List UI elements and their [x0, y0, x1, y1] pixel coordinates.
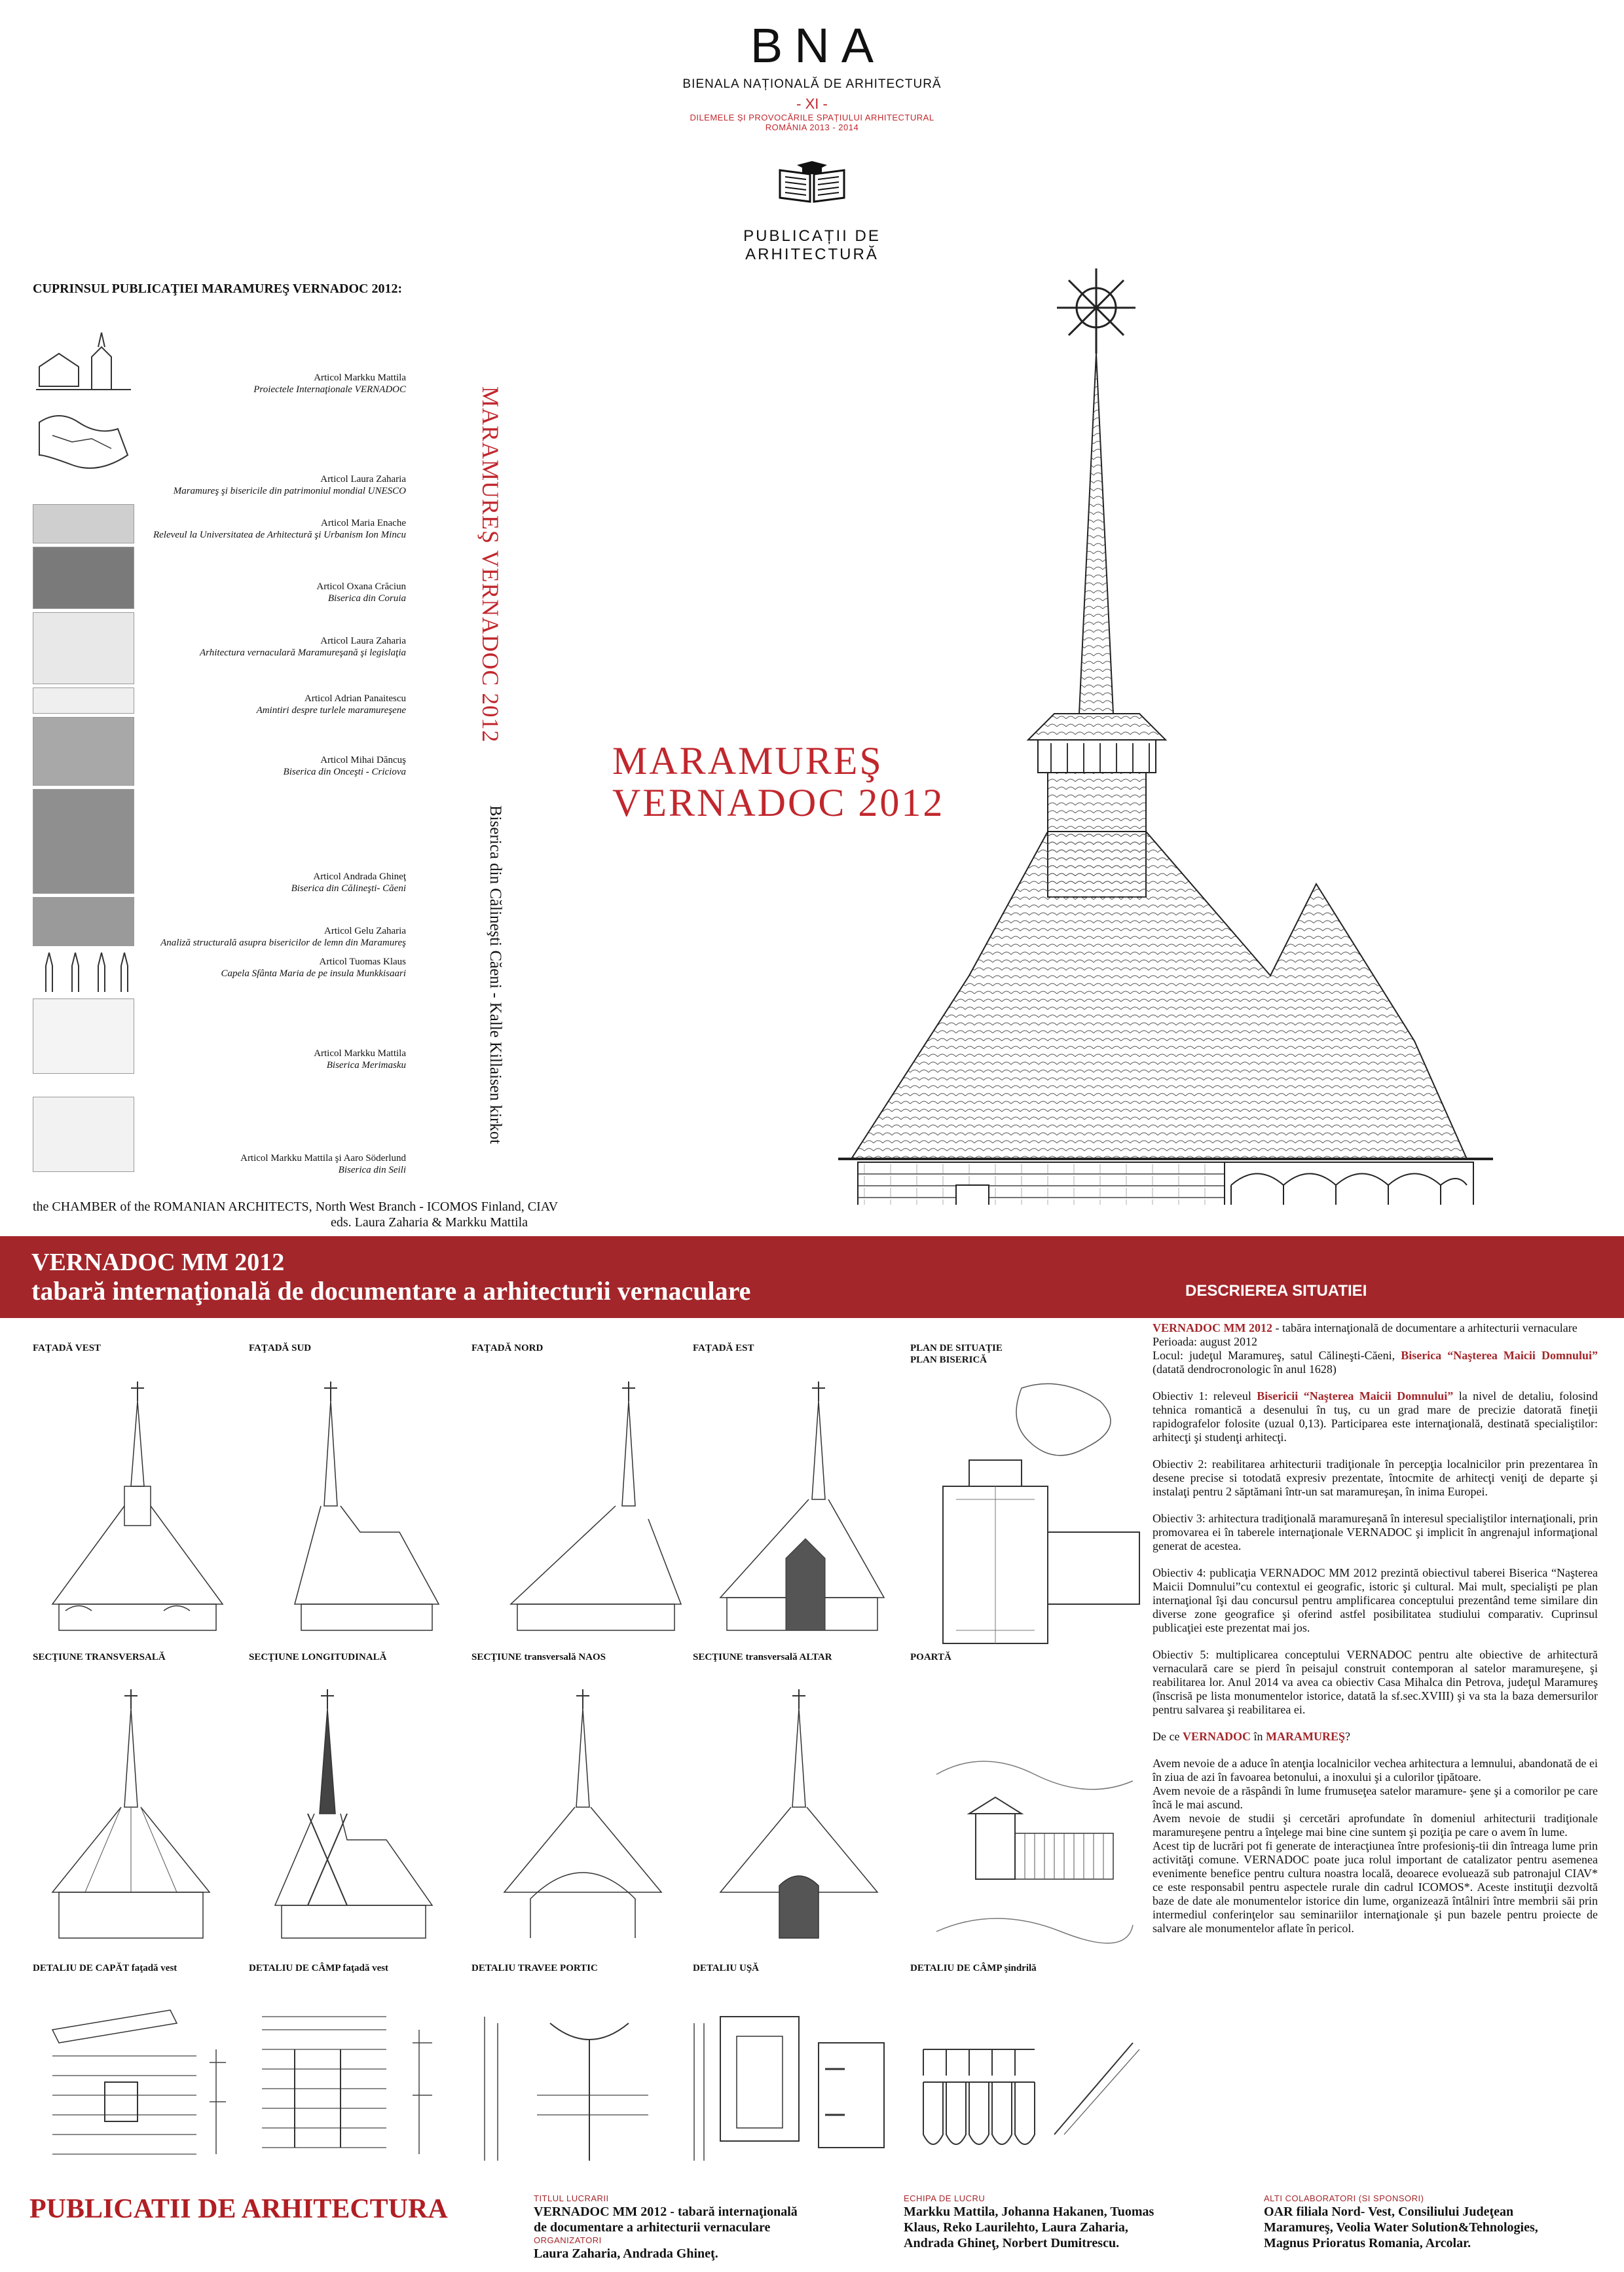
bna-subtitle: BIENALA NAȚIONALĂ DE ARHITECTURĂ — [682, 77, 942, 91]
thumb-church-photo — [33, 717, 134, 786]
thumb-house-sketch — [33, 612, 134, 684]
why-paragraph: Avem nevoie de a aduce în atenţia localnicilor vechea arhitectura a lemnului, abandonată de ei în ziua de azi în favoarea betonului, a inoxului şi a culorilor ţipătoare. — [1153, 1757, 1598, 1784]
bna-logo: BNA — [750, 18, 886, 73]
detail-porch-bay-drawing — [471, 2004, 688, 2174]
description-place: Locul: judeţul Maramureş, satul Călineşti-Căeni, Biserica “Naşterea Maicii Domnului” (datată dendrocronologic în anul 1628) — [1153, 1349, 1598, 1376]
spine-subtitle: Biserica din Călineşti Căeni - Kalle Killaisen kirkot — [487, 805, 504, 1145]
objective-3: Obiectiv 3: arhitectura tradiţională maramureşană în interesul specialiştilor internaţionali, prin promovarea ei în taberele internaţionale VERNADOC şi implicit în angrenajul informaţional generat de acestea. — [1153, 1512, 1598, 1552]
thumb-arches — [33, 504, 134, 543]
section-banner — [0, 1236, 1624, 1318]
altar-section-drawing — [707, 1683, 891, 1945]
toc-entry: Articol Gelu Zaharia Analiză structurală asupra bisericilor de lemn din Maramureş — [160, 926, 406, 948]
cover-title-line2: VERNADOC 2012 — [612, 781, 945, 824]
toc-entry: Articol Laura Zaharia Maramureş şi bisericile din patrimoniul mondial UNESCO — [173, 474, 406, 496]
banner-subtitle: tabară internaţională de documentare a arhitecturii vernaculare — [31, 1276, 751, 1306]
detail-field-west-drawing — [255, 2004, 471, 2174]
toc-entry: Articol Markku Mattila şi Aaro Söderlund Biserica din Seili — [240, 1153, 406, 1175]
objective-4: Obiectiv 4: publicaţia VERNADOC MM 2012 prezintă obiectivul taberei Biserica “Naşterea Maicii Domnului”cu contextul ei geografic, istoric şi cultural. Mai mult, specialişti pe plan internaţional îşi dau concursul pentru amplificarea conceptului prezentând teme similare din diverse zone geografice şi oferind astfel posibilitatea studiului comparativ. Cuprinsul publicaţiei este prezentat mai jos. — [1153, 1566, 1598, 1634]
objective-1: Obiectiv 1: releveul Bisericii “Naşterea Maicii Domnului” la nivel de detaliu, folosind tehnica romantică a desenului în tuş, cu un grad mare de precizie datorată fineţii rapidografelor folosite (uzual 0,13). Participarea este internaţională, destinată specialiştilor: arhitecţi şi studenţi arhitecţi. — [1153, 1389, 1598, 1444]
bna-years: ROMÂNIA 2013 - 2014 — [765, 122, 859, 132]
toc-entry: Articol Laura Zaharia Arhitectura vernaculară Maramureşană şi legislaţia — [200, 636, 406, 658]
thumb-chapel-sketch — [33, 999, 134, 1074]
thumb-interior-photo — [33, 789, 134, 894]
site-plan-drawing — [930, 1375, 1146, 1650]
thumb-church-sketch — [33, 327, 134, 399]
thumb-church-seili-sketch — [33, 1097, 134, 1172]
cross-section-drawing — [39, 1683, 223, 1945]
banner-title: VERNADOC MM 2012 — [31, 1249, 285, 1276]
drawing-label: SECŢIUNE TRANSVERSALĂ — [33, 1652, 166, 1662]
footer-team: ECHIPA DE LUCRU Markku Mattila, Johanna Hakanen, Tuomas Klaus, Reko Laurilehto, Laura Zaharia, Andrada Ghineţ, Norbert Dumitrescu. — [904, 2193, 1154, 2250]
longitudinal-section-drawing — [262, 1683, 445, 1945]
objective-2: Obiectiv 2: reabilitarea arhitecturii tradiţionale în percepţia localnicilor prin prezentarea în desene precise si totodată expresiv prezentate, întocmite de arhitecţi veniţi de departe şi instalaţi pentru 2 săptămani într-un sat maramureşan, în inima Europei. — [1153, 1457, 1598, 1498]
drawing-label: FAŢADĂ SUD — [249, 1343, 312, 1353]
elevation-east-drawing — [707, 1375, 897, 1637]
thumb-map-sketch — [33, 403, 134, 481]
drawing-label: FAŢADĂ NORD — [471, 1343, 544, 1353]
toc-entry: Articol Oxana Crăciun Biserica din Coruia — [316, 581, 406, 604]
drawing-label: POARTĂ — [910, 1652, 951, 1662]
description-intro: VERNADOC MM 2012 - tabăra internaţională de documentare a arhitecturii vernaculare — [1153, 1321, 1578, 1334]
drawing-label: SECŢIUNE transversală ALTAR — [693, 1652, 832, 1662]
spine-title: MARAMUREŞ VERNADOC 2012 — [477, 386, 504, 743]
contents-heading: CUPRINSUL PUBLICAŢIEI MARAMUREŞ VERNADOC 2012: — [33, 282, 403, 296]
toc-entry: Articol Adrian Panaitescu Amintiri despre turlele maramureşene — [256, 693, 406, 716]
drawing-label: SECŢIUNE transversală NAOS — [471, 1652, 606, 1662]
gate-drawing — [930, 1735, 1139, 1945]
drawing-label: DETALIU DE CAPĂT faţadă vest — [33, 1963, 177, 1973]
thumb-church-photo-2 — [33, 897, 134, 946]
cover-title-line1: MARAMUREŞ — [612, 739, 883, 782]
drawing-label: FAŢADĂ EST — [693, 1343, 754, 1353]
bna-edition: - XI - — [796, 96, 828, 112]
drawing-label: PLAN DE SITUAŢIE PLAN BISERICĂ — [910, 1343, 1003, 1365]
drawing-label: DETALIU DE CÂMP şindrilă — [910, 1963, 1037, 1973]
nave-section-drawing — [491, 1683, 674, 1945]
why-paragraph: Acest tip de lucrări pot fi generate de interacţiunea între profesioniş-tii din întreaga lume prin activităţi comune. VERNADOC poate juca rolul important de catalizator pentru asemenea evenimente benefice pentru cultura noastra locală, deoarece evoluează sub patronajul CIAV* ce este responsabil pentru aspectele rurale din cadrul ICOMOS*. Aceste instituţii dezvoltă baze de date ale monumentelor istorice din lume, organizează întâlniri între membrii săi prin intermediul conferinţelor sau seminariilor internaţionale şi pun bazele pentru proiecte de salvare ale monumentelor aflate în pericol. — [1153, 1839, 1598, 1935]
drawing-label: DETALIU UŞĂ — [693, 1963, 759, 1973]
bna-theme: DILEMELE ȘI PROVOCĂRILE SPAȚIULUI ARHITECTURAL — [690, 113, 934, 122]
description-heading: DESCRIEREA SITUATIEI — [1185, 1282, 1367, 1300]
why-paragraph: Avem nevoie de a răspândi în lume frumuseţea satelor maramure- şene şi a comorilor pe care încă le mai ascund. — [1153, 1784, 1598, 1811]
footer-collaborators: ALTI COLABORATORI (SI SPONSORI) OAR filiala Nord- Vest, Consiliului Judeţean Maramureş, Veolia Water Solution&Tehnologies, Magnus Prioratus Romania, Arcolar. — [1264, 2193, 1538, 2250]
church-facade-drawing — [773, 255, 1545, 1205]
open-book-icon — [776, 158, 848, 204]
detail-shingle-drawing — [917, 2004, 1146, 2174]
footer-work-info: TITLUL LUCRARII VERNADOC MM 2012 - tabară internaţională de documentare a arhitecturii vernaculare ORGANIZATORI Laura Zaharia, Andrada Ghineţ. — [534, 2193, 798, 2261]
toc-entry: Articol Markku Mattila Proiectele Internaţionale VERNADOC — [253, 373, 406, 395]
toc-entry: Articol Tuomas Klaus Capela Sfânta Maria de pe insula Munkkisaari — [221, 957, 406, 979]
toc-entry: Articol Markku Mattila Biserica Merimasku — [314, 1048, 406, 1071]
description-period: Perioada: august 2012 — [1153, 1335, 1257, 1348]
why-paragraph: Avem nevoie de studii şi cercetări aprofundate în domeniul arhitecturii tradiţionale maramureşene pentru a înţelege mai bine cine suntem şi poziţia pe care o avem în lume. — [1153, 1812, 1598, 1839]
publisher-line: the CHAMBER of the ROMANIAN ARCHITECTS, North West Branch - ICOMOS Finland, CIAV — [33, 1200, 559, 1214]
toc-entry: Articol Maria Enache Releveul la Universitatea de Arhitectură şi Urbanism Ion Mincu — [153, 518, 406, 540]
why-question: De ce VERNADOC în MARAMUREŞ? — [1153, 1730, 1350, 1743]
objective-5: Obiectiv 5: multiplicarea conceptului VERNADOC pentru alte obiective de arhitectură vernaculară care se pierd în peisajul construit contemporan al satelor maramureşene, şi reabilitarea lor. Anul 2014 va avea ca obiectiv Casa Mihalca din Petrova, judeţul Maramureş (înscrisă pe lista monumentelor istorice, datată la sf.sec.XVIII) şi va sta la baza demersurilor pentru salvarea şi reabilitarea ei. — [1153, 1648, 1598, 1716]
drawing-label: SECŢIUNE LONGITUDINALĂ — [249, 1652, 387, 1662]
toc-entry: Articol Andrada Ghineţ Biserica din Călineşti- Căeni — [291, 871, 406, 894]
toc-entry: Articol Mihai Dăncuş Biserica din Onceşti - Criciova — [283, 755, 406, 777]
drawing-label: FAŢADĂ VEST — [33, 1343, 101, 1353]
detail-door-drawing — [681, 2004, 904, 2174]
drawing-label: DETALIU DE CÂMP faţadă vest — [249, 1963, 389, 1973]
editors-line: eds. Laura Zaharia & Markku Mattila — [331, 1215, 528, 1230]
elevation-south-drawing — [282, 1375, 452, 1637]
cover-title — [612, 740, 944, 824]
elevation-north-drawing — [498, 1375, 694, 1637]
thumb-tree-photo — [33, 547, 134, 609]
thumb-towers-sketch — [33, 949, 134, 995]
footer-title: PUBLICATII DE ARHITECTURA — [29, 2194, 448, 2224]
description-text — [1153, 1321, 1598, 1935]
drawing-label: DETALIU TRAVEE PORTIC — [471, 1963, 598, 1973]
section-title: PUBLICAȚII DE ARHITECTURĂ — [743, 227, 881, 263]
bna-header — [681, 20, 943, 264]
elevation-west-drawing — [39, 1375, 236, 1637]
thumb-gates — [33, 687, 134, 714]
detail-end-west-drawing — [39, 2004, 249, 2174]
